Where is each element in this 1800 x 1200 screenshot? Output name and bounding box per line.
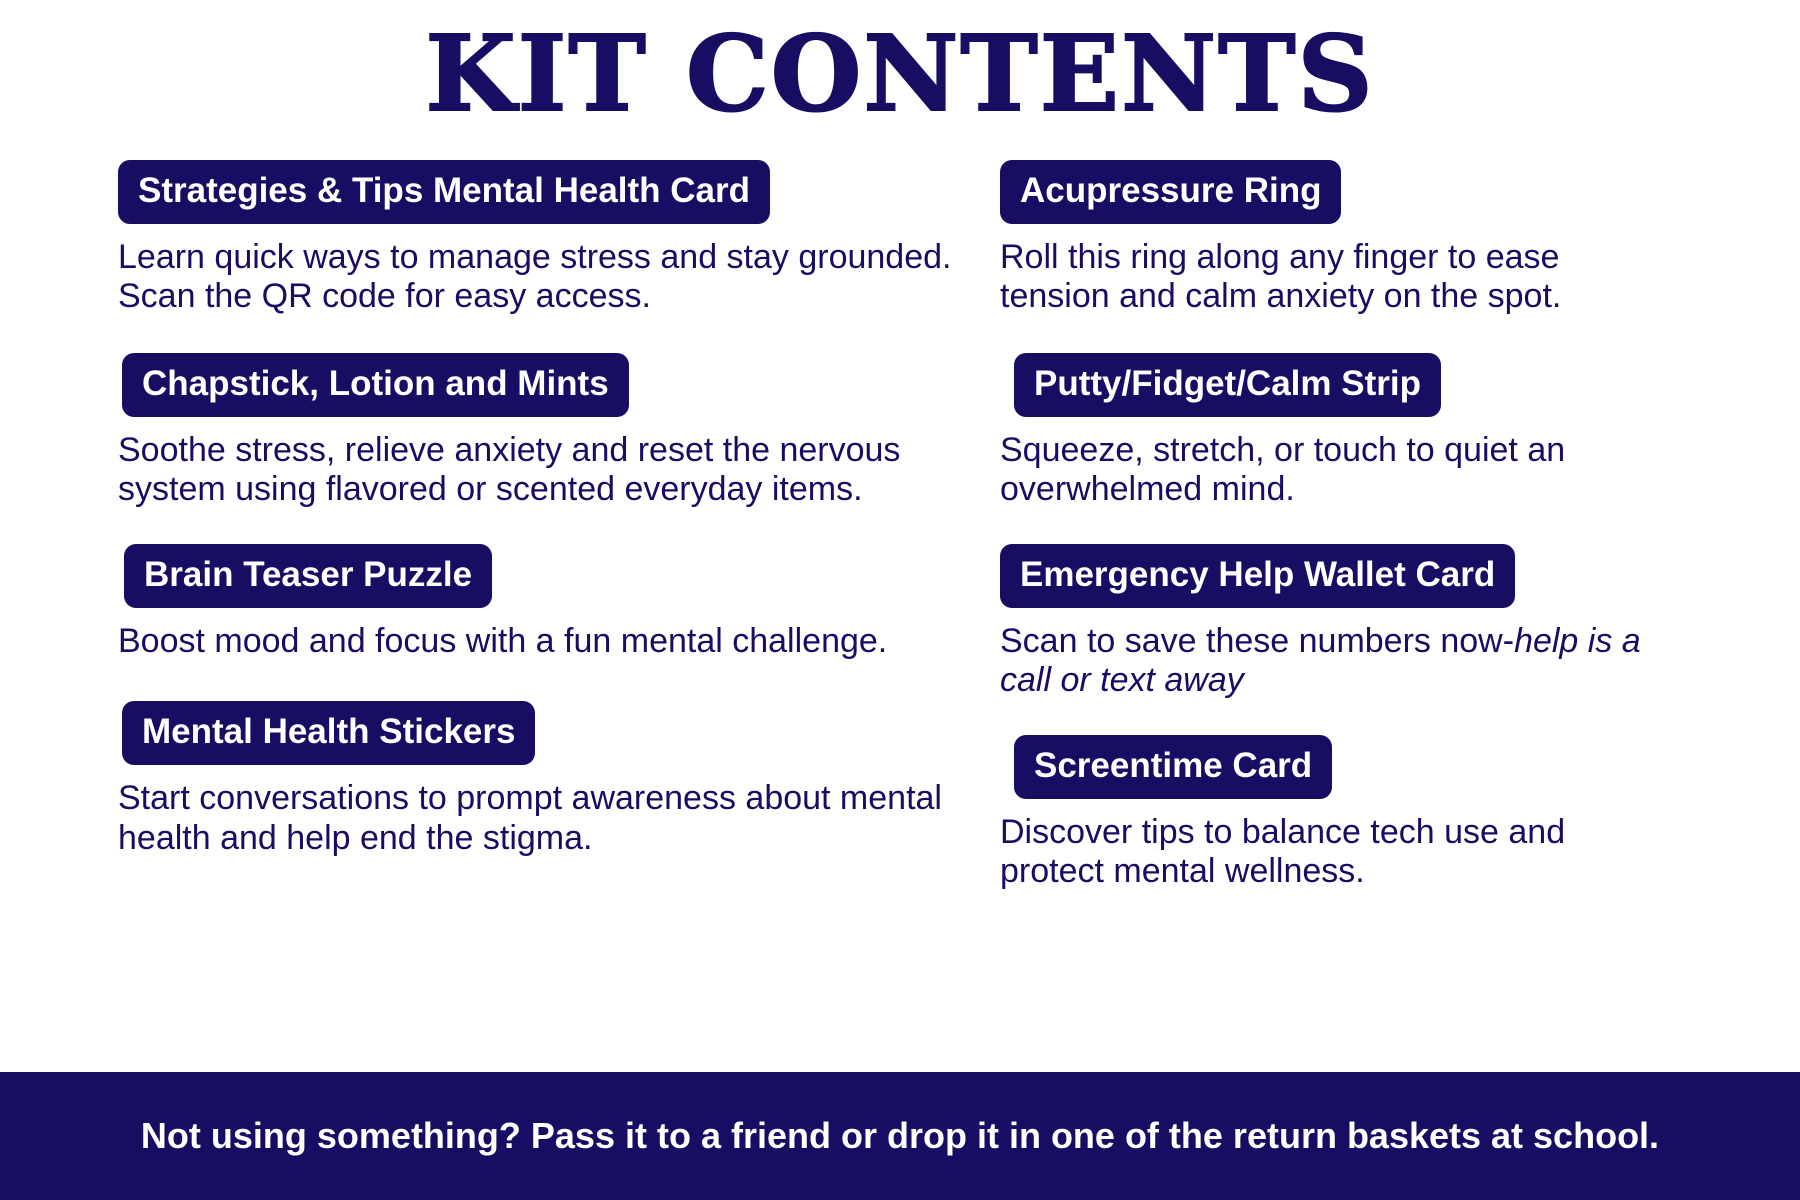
page-title: KIT CONTENTS bbox=[425, 12, 1375, 135]
item-label-putty-fidget-calm-strip: Putty/Fidget/Calm Strip bbox=[1014, 353, 1441, 417]
footer-text: Not using something? Pass it to a friend or drop it in one of the return baskets at school. bbox=[140, 1115, 1660, 1156]
list-item bbox=[1000, 544, 1800, 701]
emergency-description-italic: help is a call or text away bbox=[1000, 621, 1641, 700]
contents-columns bbox=[0, 160, 1800, 902]
item-description-putty-fidget-calm-strip: Squeeze, stretch, or touch to quiet an overwhelmed mind. bbox=[1000, 430, 1566, 509]
left-column bbox=[0, 160, 1000, 902]
list-item bbox=[118, 353, 1000, 510]
item-description-brain-teaser-puzzle: Boost mood and focus with a fun mental challenge. bbox=[118, 621, 888, 660]
item-label-emergency-help-wallet-card: Emergency Help Wallet Card bbox=[1000, 544, 1515, 608]
item-description-emergency-help-wallet-card bbox=[1000, 622, 1660, 701]
item-description-chapstick-lotion-mints: Soothe stress, relieve anxiety and reset the nervous system using flavored or scented everyday items. bbox=[118, 430, 901, 509]
list-item bbox=[118, 160, 1000, 317]
item-label-chapstick-lotion-mints: Chapstick, Lotion and Mints bbox=[122, 353, 629, 417]
item-label-acupressure-ring: Acupressure Ring bbox=[1000, 160, 1341, 224]
emergency-description-plain: Scan to save these numbers now- bbox=[1000, 621, 1515, 660]
item-label-brain-teaser-puzzle: Brain Teaser Puzzle bbox=[124, 544, 492, 608]
right-column bbox=[1000, 160, 1800, 902]
list-item bbox=[1000, 735, 1800, 892]
list-item bbox=[118, 701, 1000, 858]
item-label-screentime-card: Screentime Card bbox=[1014, 735, 1332, 799]
item-label-mental-health-stickers: Mental Health Stickers bbox=[122, 701, 535, 765]
list-item bbox=[118, 544, 1000, 661]
item-description-screentime-card: Discover tips to balance tech use and protect mental wellness. bbox=[1000, 812, 1566, 891]
list-item bbox=[1000, 160, 1800, 317]
item-label-strategies-tips-card: Strategies & Tips Mental Health Card bbox=[118, 160, 770, 224]
item-description-strategies-tips-card: Learn quick ways to manage stress and stay grounded. Scan the QR code for easy access. bbox=[118, 238, 952, 316]
footer-banner bbox=[0, 1072, 1800, 1200]
item-description-acupressure-ring: Roll this ring along any finger to ease tension and calm anxiety on the spot. bbox=[1000, 238, 1562, 316]
list-item bbox=[1000, 353, 1800, 510]
item-description-mental-health-stickers: Start conversations to prompt awareness about mental health and help end the stigma. bbox=[118, 779, 942, 857]
